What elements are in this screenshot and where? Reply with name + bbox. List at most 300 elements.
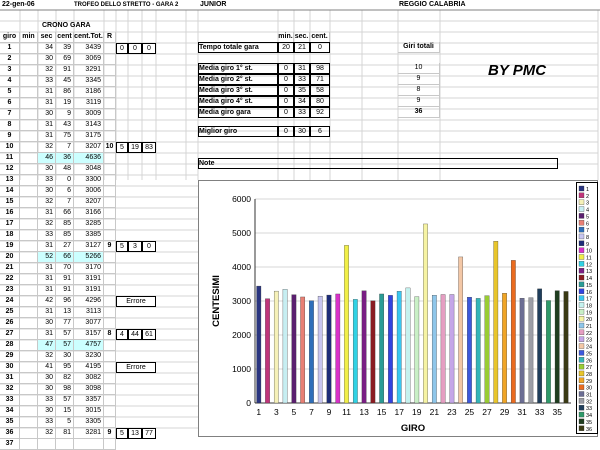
row-sec: 32 <box>38 65 56 76</box>
legend-swatch <box>579 378 584 383</box>
brand-title: BY PMC <box>488 62 547 79</box>
date-label: 22-gen-06 <box>2 1 35 8</box>
crono-title: CRONO GARA <box>42 22 91 29</box>
row-r <box>104 318 116 329</box>
row-r <box>104 197 116 208</box>
legend-swatch <box>579 275 584 280</box>
row-r <box>104 340 116 351</box>
row-total: 3305 <box>74 417 104 428</box>
row-sec: 31 <box>38 263 56 274</box>
legend-label: 13 <box>586 269 593 276</box>
row-min <box>20 285 38 296</box>
row-cent: 66 <box>56 252 74 263</box>
row-min <box>20 373 38 384</box>
row-total: 3098 <box>74 384 104 395</box>
row-min <box>20 263 38 274</box>
x-tick-label: 35 <box>552 407 562 417</box>
bar-giro-15 <box>379 294 383 403</box>
x-tick-label: 33 <box>534 407 545 417</box>
x-tick-label: 13 <box>359 407 369 417</box>
row-total: 3207 <box>74 142 104 153</box>
row-giro: 4 <box>0 76 20 87</box>
row-extra: 0 <box>128 43 142 54</box>
row-cent: 27 <box>56 241 74 252</box>
avg-lap-label: Media giro 1° st. <box>198 63 278 74</box>
row-r: 10 <box>104 142 116 153</box>
row-total: 3291 <box>74 65 104 76</box>
laps-count: 36 <box>398 107 440 118</box>
row-total: 3127 <box>74 241 104 252</box>
row-total: 3230 <box>74 351 104 362</box>
summary-sec: 33 <box>294 74 310 85</box>
legend-label: 29 <box>586 378 593 385</box>
summary-min: 0 <box>278 74 294 85</box>
legend-swatch <box>579 337 584 342</box>
row-sec: 33 <box>38 175 56 186</box>
legend-swatch <box>579 385 584 390</box>
row-total: 3345 <box>74 76 104 87</box>
bar-giro-6 <box>300 297 304 403</box>
row-r <box>104 351 116 362</box>
row-sec: 32 <box>38 219 56 230</box>
row-extra: 0 <box>142 43 156 54</box>
summary-sec: 33 <box>294 107 310 118</box>
row-cent: 15 <box>56 406 74 417</box>
legend-label: 18 <box>586 303 593 310</box>
row-cent: 7 <box>56 197 74 208</box>
summary-sec: 35 <box>294 85 310 96</box>
summary-cent: 58 <box>310 85 330 96</box>
legend-label: 9 <box>586 241 590 248</box>
row-total: 3285 <box>74 219 104 230</box>
row-total: 3357 <box>74 395 104 406</box>
legend-swatch <box>579 255 584 260</box>
row-total: 4296 <box>74 296 104 307</box>
legend-swatch <box>579 330 584 335</box>
row-extra: 77 <box>142 428 156 439</box>
total-time-label: Tempo totale gara <box>198 42 278 53</box>
row-min <box>20 186 38 197</box>
row-sec: 30 <box>38 318 56 329</box>
row-total: 4757 <box>74 340 104 351</box>
row-r <box>104 54 116 65</box>
row-cent: 91 <box>56 274 74 285</box>
row-giro: 26 <box>0 318 20 329</box>
row-sec: 31 <box>38 98 56 109</box>
row-min <box>20 208 38 219</box>
x-tick-label: 31 <box>517 407 527 417</box>
summary-min: 0 <box>278 85 294 96</box>
row-min <box>20 87 38 98</box>
row-sec: 31 <box>38 329 56 340</box>
bar-giro-14 <box>371 301 375 403</box>
row-total: 3170 <box>74 263 104 274</box>
row-r <box>104 230 116 241</box>
row-r <box>104 87 116 98</box>
row-cent: 98 <box>56 384 74 395</box>
row-sec: 30 <box>38 164 56 175</box>
bar-giro-4 <box>283 289 287 403</box>
row-giro: 20 <box>0 252 20 263</box>
row-min <box>20 384 38 395</box>
row-min <box>20 76 38 87</box>
legend-label: 20 <box>586 317 593 324</box>
bar-giro-12 <box>353 299 357 403</box>
bar-giro-13 <box>362 291 366 403</box>
bar-giro-25 <box>467 297 471 403</box>
row-total: 3077 <box>74 318 104 329</box>
bar-giro-16 <box>388 295 392 403</box>
x-tick-label: 17 <box>394 407 404 417</box>
summary-col-header: sec. <box>294 32 310 43</box>
row-sec: 30 <box>38 54 56 65</box>
legend-label: 28 <box>586 371 593 378</box>
row-giro: 37 <box>0 439 20 450</box>
row-min <box>20 406 38 417</box>
y-tick-label: 2000 <box>232 330 251 340</box>
bar-giro-30 <box>511 260 515 403</box>
summary-cent: 98 <box>310 63 330 74</box>
legend-swatch <box>579 426 584 431</box>
summary-cent: 6 <box>310 126 330 137</box>
bar-giro-9 <box>327 295 331 403</box>
laps-count: 8 <box>398 85 440 96</box>
row-sec: 30 <box>38 384 56 395</box>
legend-label: 34 <box>586 413 593 420</box>
legend-swatch <box>579 282 584 287</box>
legend-swatch <box>579 350 584 355</box>
legend-label: 25 <box>586 351 593 358</box>
x-axis-label: GIRO <box>400 423 426 434</box>
avg-lap-label: Media giro 2° st. <box>198 74 278 85</box>
error-flag: Errore <box>116 296 156 307</box>
row-giro: 23 <box>0 285 20 296</box>
row-min <box>20 274 38 285</box>
legend-swatch <box>579 186 584 191</box>
summary-min: 0 <box>278 107 294 118</box>
row-sec: 31 <box>38 208 56 219</box>
row-sec: 31 <box>38 120 56 131</box>
row-sec: 31 <box>38 307 56 318</box>
row-cent: 30 <box>56 351 74 362</box>
summary-sec: 30 <box>294 126 310 137</box>
row-total: 3015 <box>74 406 104 417</box>
row-total: 3143 <box>74 120 104 131</box>
avg-lap-label: Media giro gara <box>198 107 278 118</box>
row-extra: 5 <box>116 142 128 153</box>
legend-swatch <box>579 419 584 424</box>
row-giro: 29 <box>0 351 20 362</box>
row-giro: 7 <box>0 109 20 120</box>
row-r <box>104 373 116 384</box>
row-total: 3385 <box>74 230 104 241</box>
legend-swatch <box>579 193 584 198</box>
row-sec: 33 <box>38 417 56 428</box>
row-r <box>104 384 116 395</box>
row-total: 3157 <box>74 329 104 340</box>
row-r <box>104 307 116 318</box>
bar-giro-32 <box>529 298 533 403</box>
bar-giro-36 <box>564 291 568 403</box>
row-cent: 57 <box>56 340 74 351</box>
summary-min: 20 <box>278 42 294 53</box>
row-sec: 33 <box>38 230 56 241</box>
legend-label: 10 <box>586 248 593 255</box>
row-min <box>20 230 38 241</box>
legend-label: 31 <box>586 392 593 399</box>
bar-giro-20 <box>423 224 427 403</box>
y-tick-label: 1000 <box>232 364 251 374</box>
row-sec: 31 <box>38 274 56 285</box>
location-label: REGGIO CALABRIA <box>399 1 466 8</box>
row-total: 4636 <box>74 153 104 164</box>
row-r <box>104 362 116 373</box>
row-cent: 82 <box>56 373 74 384</box>
legend-swatch <box>579 213 584 218</box>
row-sec: 32 <box>38 351 56 362</box>
row-giro: 34 <box>0 406 20 417</box>
crono-col-header: cent.Tot. <box>74 32 104 43</box>
row-extra: 61 <box>142 329 156 340</box>
row-min <box>20 197 38 208</box>
legend-swatch <box>579 200 584 205</box>
row-r <box>104 296 116 307</box>
summary-col-header: min. <box>278 32 294 43</box>
legend-label: 11 <box>586 255 592 262</box>
row-giro: 30 <box>0 362 20 373</box>
row-cent: 9 <box>56 109 74 120</box>
row-giro: 22 <box>0 274 20 285</box>
row-giro: 9 <box>0 131 20 142</box>
summary-sec: 31 <box>294 63 310 74</box>
x-tick-label: 1 <box>256 407 262 417</box>
legend-label: 35 <box>586 419 593 426</box>
row-extra: 13 <box>128 428 142 439</box>
legend-label: 3 <box>586 200 590 207</box>
legend-label: 5 <box>586 214 590 221</box>
bar-giro-24 <box>458 257 462 403</box>
row-giro: 35 <box>0 417 20 428</box>
row-min <box>20 219 38 230</box>
row-min <box>20 307 38 318</box>
row-r: 9 <box>104 428 116 439</box>
row-total: 3300 <box>74 175 104 186</box>
row-extra: 5 <box>116 428 128 439</box>
legend-swatch <box>579 371 584 376</box>
chart-area <box>198 180 598 437</box>
bar-giro-1 <box>257 286 261 403</box>
row-total: 3113 <box>74 307 104 318</box>
bar-giro-35 <box>555 291 559 403</box>
bar-giro-22 <box>441 295 445 403</box>
row-extra: 19 <box>128 142 142 153</box>
row-cent: 48 <box>56 164 74 175</box>
y-tick-label: 4000 <box>232 262 251 272</box>
row-r: 8 <box>104 329 116 340</box>
legend-swatch <box>579 392 584 397</box>
crono-col-header: giro <box>0 32 20 43</box>
bar-giro-2 <box>265 299 269 403</box>
row-cent: 39 <box>56 43 74 54</box>
row-cent: 57 <box>56 329 74 340</box>
row-min <box>20 142 38 153</box>
legend-label: 30 <box>586 385 593 392</box>
row-giro: 2 <box>0 54 20 65</box>
row-cent: 43 <box>56 120 74 131</box>
legend-label: 15 <box>586 282 593 289</box>
row-giro: 3 <box>0 65 20 76</box>
row-r <box>104 252 116 263</box>
row-total: 3009 <box>74 109 104 120</box>
row-giro: 6 <box>0 98 20 109</box>
x-tick-label: 25 <box>464 407 475 417</box>
row-min <box>20 65 38 76</box>
legend-swatch <box>579 248 584 253</box>
row-r <box>104 219 116 230</box>
legend-swatch <box>579 364 584 369</box>
bar-giro-28 <box>494 241 498 403</box>
row-giro: 24 <box>0 296 20 307</box>
legend-label: 27 <box>586 365 593 372</box>
row-giro: 21 <box>0 263 20 274</box>
row-r <box>104 406 116 417</box>
bar-giro-31 <box>520 298 524 403</box>
row-total: 3191 <box>74 285 104 296</box>
row-giro: 33 <box>0 395 20 406</box>
summary-cent: 80 <box>310 96 330 107</box>
x-tick-label: 29 <box>499 407 510 417</box>
row-total: 3119 <box>74 98 104 109</box>
legend-label: 21 <box>586 324 593 330</box>
row-sec: 33 <box>38 395 56 406</box>
row-total: 3175 <box>74 131 104 142</box>
bar-giro-7 <box>309 301 313 403</box>
row-total: 4195 <box>74 362 104 373</box>
row-cent: 5 <box>56 417 74 428</box>
row-min <box>20 98 38 109</box>
bar-giro-19 <box>415 297 419 403</box>
legend-svg <box>577 183 597 433</box>
row-cent: 13 <box>56 307 74 318</box>
row-r <box>104 76 116 87</box>
bar-giro-21 <box>432 295 436 403</box>
row-giro: 32 <box>0 384 20 395</box>
row-total <box>74 439 104 450</box>
row-r <box>104 186 116 197</box>
row-giro: 13 <box>0 175 20 186</box>
bar-giro-23 <box>450 295 454 403</box>
row-sec: 32 <box>38 142 56 153</box>
legend-label: 32 <box>586 399 593 406</box>
row-total: 3281 <box>74 428 104 439</box>
row-total: 3006 <box>74 186 104 197</box>
row-extra: 3 <box>128 241 142 252</box>
row-giro: 12 <box>0 164 20 175</box>
x-tick-label: 27 <box>482 407 492 417</box>
row-min <box>20 439 38 450</box>
row-min <box>20 241 38 252</box>
row-cent: 91 <box>56 65 74 76</box>
row-min <box>20 175 38 186</box>
row-giro: 19 <box>0 241 20 252</box>
row-sec: 47 <box>38 340 56 351</box>
y-tick-label: 6000 <box>232 194 251 204</box>
row-cent: 19 <box>56 98 74 109</box>
row-giro: 36 <box>0 428 20 439</box>
chart-legend <box>576 182 598 434</box>
row-min <box>20 340 38 351</box>
summary-sec: 21 <box>294 42 310 53</box>
legend-swatch <box>579 316 584 321</box>
legend-label: 6 <box>586 221 590 228</box>
x-tick-label: 7 <box>309 407 314 417</box>
row-cent: 70 <box>56 263 74 274</box>
row-extra: 0 <box>142 241 156 252</box>
row-min <box>20 362 38 373</box>
summary-min: 0 <box>278 63 294 74</box>
summary-cent: 92 <box>310 107 330 118</box>
y-tick-label: 3000 <box>232 296 251 306</box>
legend-swatch <box>579 357 584 362</box>
row-giro: 16 <box>0 208 20 219</box>
row-min <box>20 120 38 131</box>
row-giro: 14 <box>0 186 20 197</box>
row-total: 5266 <box>74 252 104 263</box>
legend-swatch <box>579 323 584 328</box>
bar-giro-18 <box>406 288 410 403</box>
avg-lap-label: Media giro 3° st. <box>198 85 278 96</box>
row-r <box>104 98 116 109</box>
row-sec: 30 <box>38 406 56 417</box>
summary-col-header: cent. <box>310 32 330 43</box>
bar-giro-5 <box>292 295 296 403</box>
row-r <box>104 131 116 142</box>
legend-swatch <box>579 296 584 301</box>
summary-cent: 0 <box>310 42 330 53</box>
best-lap-label: Miglior giro <box>198 126 278 137</box>
row-cent: 85 <box>56 219 74 230</box>
row-sec: 32 <box>38 428 56 439</box>
legend-label: 36 <box>586 426 593 433</box>
bar-giro-17 <box>397 291 401 403</box>
row-min <box>20 153 38 164</box>
row-cent: 7 <box>56 142 74 153</box>
legend-label: 16 <box>586 289 593 296</box>
row-sec: 30 <box>38 186 56 197</box>
row-min <box>20 54 38 65</box>
row-total: 3207 <box>74 197 104 208</box>
row-giro: 8 <box>0 120 20 131</box>
row-r <box>104 175 116 186</box>
avg-lap-label: Media giro 4° st. <box>198 96 278 107</box>
row-extra: 0 <box>116 43 128 54</box>
row-min <box>20 296 38 307</box>
row-cent: 69 <box>56 54 74 65</box>
bar-giro-29 <box>502 293 506 403</box>
row-r <box>104 43 116 54</box>
row-total: 3166 <box>74 208 104 219</box>
bar-giro-8 <box>318 296 322 403</box>
legend-label: 26 <box>586 358 593 365</box>
row-cent: 36 <box>56 153 74 164</box>
row-giro: 15 <box>0 197 20 208</box>
row-r <box>104 120 116 131</box>
legend-swatch <box>579 234 584 239</box>
row-sec: 31 <box>38 285 56 296</box>
legend-swatch <box>579 344 584 349</box>
legend-swatch <box>579 207 584 212</box>
summary-sec: 34 <box>294 96 310 107</box>
